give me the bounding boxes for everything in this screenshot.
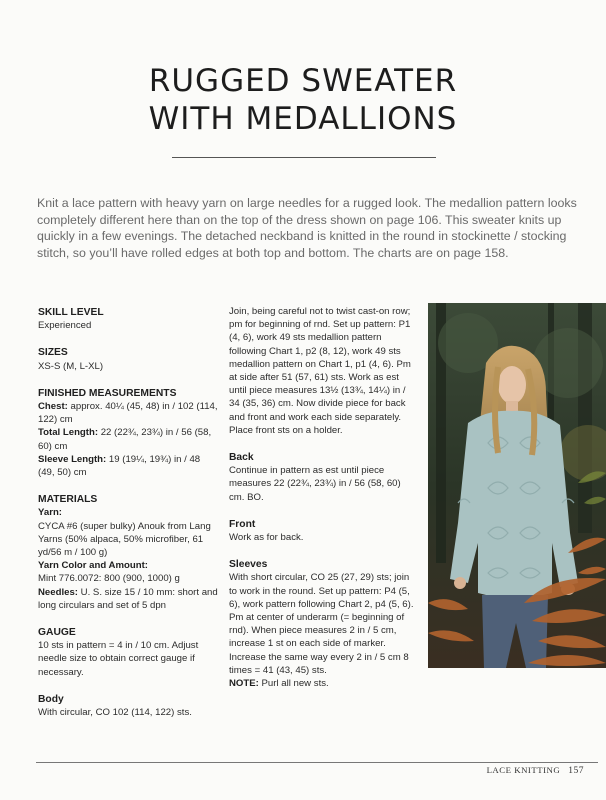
sleeve-measurement — [38, 453, 218, 479]
sizes-heading: SIZES — [38, 347, 68, 359]
left-column — [38, 306, 218, 719]
needles-value: U. S. size 15 / 10 mm: short and long circulars and set of 5 dpn — [38, 586, 218, 611]
note-line — [229, 677, 417, 690]
sleeves-value: With short circular, CO 25 (27, 29) sts; join to work in the round. Set up pattern: P4 (5, 6), work pattern following Chart 2, p4 (5, 6). Pm at center of underarm (= beginning of rnd). When piece measures 2 in / 5 cm, increase 1 st on each side of marker. Increase the same way every 2 in / 5 cm 8 times = 41 (43, 45) sts. — [229, 572, 414, 676]
length-value: 22 (22¾, 23¾) in / 56 (58, 60) cm — [38, 427, 212, 452]
yarn-color-label: Yarn Color and Amount: — [38, 560, 148, 572]
note-value: Purl all new sts. — [258, 678, 329, 690]
back-value: Continue in pattern as est until piece measures 22 (22¾, 23¾) in / 56 (58, 60) cm. BO. — [229, 465, 401, 503]
yarn-label: Yarn: — [38, 507, 62, 519]
body-continued: Join, being careful not to twist cast-on row; pm for beginning of rnd. Set up pattern: P1 (4, 6), work 49 sts medallion pattern following Chart 1, p2 (8, 12), work 49 sts medallion pattern on Chart 1, p1 (4, 6). Pm at side after 51 (57, 61) sts. Work as est until piece measures 13½ (13¾, 14¼) in / 34 (35, 36) cm. Now divide piece for back and front and work each side separately. Place front sts on a holder. — [229, 306, 411, 436]
title-line-2: WITH MEDALLIONS — [148, 101, 458, 137]
page-number: 157 — [568, 766, 584, 776]
sweater-photo — [428, 303, 606, 668]
chest-measurement — [38, 400, 218, 426]
note-label: NOTE: — [229, 678, 259, 690]
sleeves-heading: Sleeves — [229, 559, 268, 571]
gauge-heading: GAUGE — [38, 627, 76, 639]
back-heading: Back — [229, 452, 254, 464]
page-footer — [487, 765, 584, 776]
photo-illustration — [428, 303, 606, 668]
yarn-color-value: Mint 776.0072: 800 (900, 1000) g — [38, 573, 180, 585]
section-title: LACE KNITTING — [486, 765, 561, 775]
length-label: Total Length: — [38, 427, 99, 439]
measurements-heading: FINISHED MEASUREMENTS — [38, 387, 177, 399]
front-value: Work as for back. — [229, 532, 304, 544]
intro-paragraph: Knit a lace pattern with heavy yarn on large needles for a rugged look. The medallion pattern looks completely different here than on the top of the dress shown on page 106. This sweater knits up quickly in a few evenings. The detached neckband is knitted in the round in stockinette / stocking stitch, so you’ll have rolled edges at both top and bottom. The charts are on page 158. — [37, 196, 577, 260]
title-line-1: RUGGED SWEATER — [148, 63, 458, 99]
yarn-value: CYCA #6 (super bulky) Anouk from Lang Yarns (50% alpaca, 50% microfiber, 61 yd/56 m / 100 g) — [38, 520, 211, 559]
needles-label: Needles: — [38, 586, 78, 598]
skill-level-heading: SKILL LEVEL — [38, 307, 104, 318]
page-title — [0, 62, 606, 138]
body-heading: Body — [38, 693, 64, 705]
sleeve-label: Sleeve Length: — [38, 453, 107, 465]
skill-level-value: Experienced — [38, 320, 92, 332]
length-measurement — [38, 426, 218, 452]
footer-divider — [36, 762, 598, 763]
sleeve-value: 19 (19¼, 19¾) in / 48 (49, 50) cm — [38, 453, 201, 479]
chest-value: approx. 40¼ (45, 48) in / 102 (114, 122) cm — [38, 401, 218, 426]
body-value: With circular, CO 102 (114, 122) sts. — [38, 707, 192, 719]
title-divider — [172, 157, 436, 158]
front-heading: Front — [229, 518, 256, 530]
needles-line — [38, 586, 218, 612]
materials-heading: MATERIALS — [38, 494, 98, 506]
gauge-value: 10 sts in pattern = 4 in / 10 cm. Adjust needle size to obtain correct gauge if necessary. — [38, 640, 199, 678]
sizes-value: XS-S (M, L-XL) — [38, 360, 104, 372]
chest-label: Chest: — [38, 401, 68, 413]
middle-column — [229, 305, 417, 690]
